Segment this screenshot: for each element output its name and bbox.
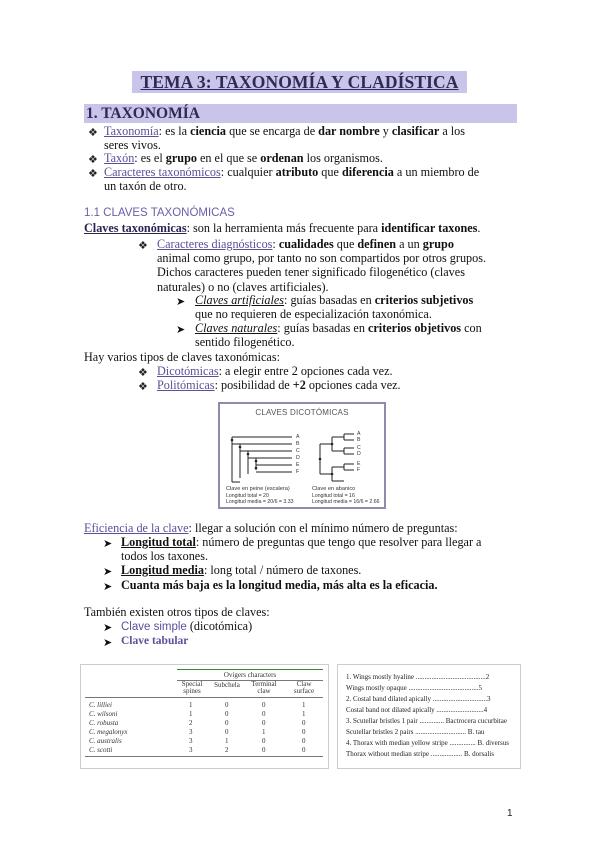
term-taxon: Taxón bbox=[104, 151, 135, 165]
arrow-bullet-icon: ➤ bbox=[103, 580, 113, 593]
key-line: Scutellar bristles 2 pairs ............................. B. tau bbox=[346, 728, 485, 736]
key-line: Costal band not dilated apically ...........................4 bbox=[346, 706, 488, 714]
left-letter: D bbox=[296, 455, 300, 461]
term-longitud-media: Longitud media bbox=[121, 563, 204, 577]
tabular-key-image bbox=[80, 664, 329, 769]
table-row-name: C. wilsoni bbox=[89, 710, 118, 718]
term-claves-taxonomicas: Claves taxonómicas bbox=[84, 221, 187, 235]
left-caption: Clave en peine (escalera) bbox=[226, 486, 290, 492]
key-line: Wings mostly opaque ........................................5 bbox=[346, 684, 483, 692]
table-cell: 1 bbox=[189, 701, 193, 709]
table-cell: 0 bbox=[225, 701, 229, 709]
table-cell: 0 bbox=[262, 719, 266, 727]
term-caracteres-diagnosticos: Caracteres diagnósticos bbox=[157, 237, 273, 251]
right-letter: F bbox=[357, 467, 361, 473]
table-cell: 0 bbox=[302, 728, 306, 736]
table-cell: 0 bbox=[225, 719, 229, 727]
bullet-longitud-total: Longitud total: número de preguntas que tengo que resolver para llegar a todos los taxones. bbox=[121, 535, 482, 564]
page-title: TEMA 3: TAXONOMÍA Y CLADÍSTICA bbox=[132, 71, 466, 93]
table-cell: 0 bbox=[262, 701, 266, 709]
section-heading-taxonomia: 1. TAXONOMÍA bbox=[84, 104, 517, 123]
table-col-header: Terminal claw bbox=[251, 680, 277, 695]
term-claves-artificiales: Claves artificiales bbox=[195, 293, 285, 307]
left-letter: B bbox=[296, 441, 300, 447]
bullet-dicotomicas: Dicotómicas: a elegir entre 2 opciones cada vez. bbox=[157, 364, 393, 378]
right-letter: B bbox=[357, 437, 361, 443]
key-line: 3. Scutellar bristles 1 pair .............. Bactrocera cucurbitae bbox=[346, 717, 507, 725]
table-cell: 0 bbox=[302, 737, 306, 745]
table-cell: 3 bbox=[189, 737, 193, 745]
bullet-claves-artificiales: Claves artificiales: guías basadas en criterios subjetivos que no requieren de especialización taxonómica. bbox=[195, 293, 474, 322]
bullet-taxon: Taxón: es el grupo en el que se ordenan los organismos. bbox=[104, 151, 383, 165]
figure-claves-dicotomicas bbox=[218, 402, 386, 509]
left-length-media: Longitud media = 20/6 = 3.33 bbox=[226, 499, 294, 505]
diamond-bullet-icon: ❖ bbox=[88, 126, 98, 139]
table-cell: 0 bbox=[225, 728, 229, 736]
table-col-header: Special spines bbox=[181, 680, 203, 695]
left-letter: A bbox=[296, 434, 300, 440]
table-cell: 1 bbox=[302, 701, 306, 709]
right-letter: C bbox=[357, 445, 361, 451]
arrow-bullet-icon: ➤ bbox=[103, 621, 113, 634]
bullet-caracteres-taxonomicos: Caracteres taxonómicos: cualquier atributo que diferencia a un miembro de un taxón de otro. bbox=[104, 165, 480, 194]
right-length-total: Longitud total = 16 bbox=[312, 493, 355, 499]
left-letter: F bbox=[296, 469, 300, 475]
arrow-bullet-icon: ➤ bbox=[176, 323, 186, 336]
diamond-bullet-icon: ❖ bbox=[138, 380, 148, 393]
diamond-bullet-icon: ❖ bbox=[138, 366, 148, 379]
eficiencia-line: Eficiencia de la clave: llegar a solución con el mínimo número de preguntas: bbox=[84, 521, 458, 535]
key-line: Thorax without median stripe .................. B. dorsalis bbox=[346, 750, 494, 758]
table-row-name: C. lilliei bbox=[89, 701, 112, 709]
bullet-claves-naturales: Claves naturales: guías basadas en criterios objetivos con sentido filogenético. bbox=[195, 321, 482, 350]
table-row-name: C. scotti bbox=[89, 746, 113, 754]
table-cell: 2 bbox=[189, 719, 193, 727]
table-row-name: C. robusta bbox=[89, 719, 119, 727]
key-line: 4. Thorax with median yellow stripe ............... B. diversus bbox=[346, 739, 509, 747]
tipos-intro: Hay varios tipos de claves taxonómicas: bbox=[84, 350, 280, 364]
arrow-bullet-icon: ➤ bbox=[103, 636, 113, 649]
bullet-politomicas: Politómicas: posibilidad de +2 opciones cada vez. bbox=[157, 378, 401, 392]
page-title-wrap bbox=[0, 71, 599, 93]
figure-title: CLAVES DICOTÓMICAS bbox=[255, 408, 349, 417]
table-cell: 2 bbox=[225, 746, 229, 754]
diamond-bullet-icon: ❖ bbox=[138, 239, 148, 252]
term-longitud-total: Longitud total bbox=[121, 535, 196, 549]
table-cell: 1 bbox=[189, 710, 193, 718]
arrow-bullet-icon: ➤ bbox=[103, 565, 113, 578]
left-letter: E bbox=[296, 462, 300, 468]
term-clave-simple: Clave simple bbox=[121, 621, 187, 633]
term-eficiencia: Eficiencia de la clave bbox=[84, 521, 189, 535]
bullet-clave-tabular: Clave tabular bbox=[121, 635, 189, 647]
table-cell: 0 bbox=[302, 719, 306, 727]
bullet-eficacia: Cuanta más baja es la longitud media, más alta es la eficacia. bbox=[121, 578, 438, 592]
bullet-clave-simple: Clave simple (dicotómica) bbox=[121, 619, 253, 633]
right-length-media: Longitud media = 16/6 = 2.66 bbox=[312, 499, 380, 505]
term-taxonomia: Taxonomía bbox=[104, 124, 159, 138]
table-row-name: C. australis bbox=[89, 737, 122, 745]
table-cell: 3 bbox=[189, 728, 193, 736]
right-caption: Clave en abanico bbox=[312, 486, 356, 492]
page-number: 1 bbox=[507, 808, 513, 819]
arrow-bullet-icon: ➤ bbox=[103, 537, 113, 550]
table-col-header: Claw surface bbox=[293, 680, 315, 695]
term-claves-naturales: Claves naturales bbox=[195, 321, 278, 335]
left-letter: C bbox=[296, 448, 300, 454]
right-letter: D bbox=[357, 451, 361, 457]
table-cell: 0 bbox=[262, 746, 266, 754]
term-caracteres-taxonomicos: Caracteres taxonómicos bbox=[104, 165, 221, 179]
table-cell: 1 bbox=[225, 737, 229, 745]
table-group-header: Ovigers characters bbox=[223, 671, 277, 679]
diamond-bullet-icon: ❖ bbox=[88, 167, 98, 180]
table-cell: 1 bbox=[302, 710, 306, 718]
table-cell: 1 bbox=[262, 728, 266, 736]
bullet-taxonomia: Taxonomía: es la ciencia que se encarga de dar nombre y clasificar a los seres vivos. bbox=[104, 124, 465, 153]
table-col-header: Subchela bbox=[214, 681, 240, 689]
table-row-name: C. megalonyx bbox=[89, 728, 128, 736]
claves-definition: Claves taxonómicas: son la herramienta más frecuente para identificar taxones. bbox=[84, 221, 481, 235]
dichotomous-key-image bbox=[337, 664, 521, 769]
arrow-bullet-icon: ➤ bbox=[176, 295, 186, 308]
table-cell: 0 bbox=[225, 710, 229, 718]
otros-intro: También existen otros tipos de claves: bbox=[84, 605, 270, 619]
table-cell: 0 bbox=[302, 746, 306, 754]
table-cell: 0 bbox=[262, 737, 266, 745]
diamond-bullet-icon: ❖ bbox=[88, 153, 98, 166]
key-line: 2. Costal band dilated apically ...............................3 bbox=[346, 695, 491, 703]
left-length-total: Longitud total = 20 bbox=[226, 493, 269, 499]
key-line: 1. Wings mostly hyaline ........................................2 bbox=[346, 673, 490, 681]
term-politomicas: Politómicas bbox=[157, 378, 215, 392]
table-cell: 0 bbox=[262, 710, 266, 718]
subsection-heading-claves: 1.1 CLAVES TAXONÓMICAS bbox=[84, 207, 235, 219]
bullet-longitud-media: Longitud media: long total / número de taxones. bbox=[121, 563, 362, 577]
right-letter: E bbox=[357, 461, 361, 467]
term-dicotomicas: Dicotómicas bbox=[157, 364, 219, 378]
table-cell: 3 bbox=[189, 746, 193, 754]
bullet-caracteres-diagnosticos: Caracteres diagnósticos: cualidades que definen a un grupo animal como grupo, por tanto no son compartidos por otros grupos. Dichos caracteres pueden tener significado filogenético (claves naturales) o no (claves artificiales). bbox=[157, 237, 487, 294]
right-letter: A bbox=[357, 431, 361, 437]
